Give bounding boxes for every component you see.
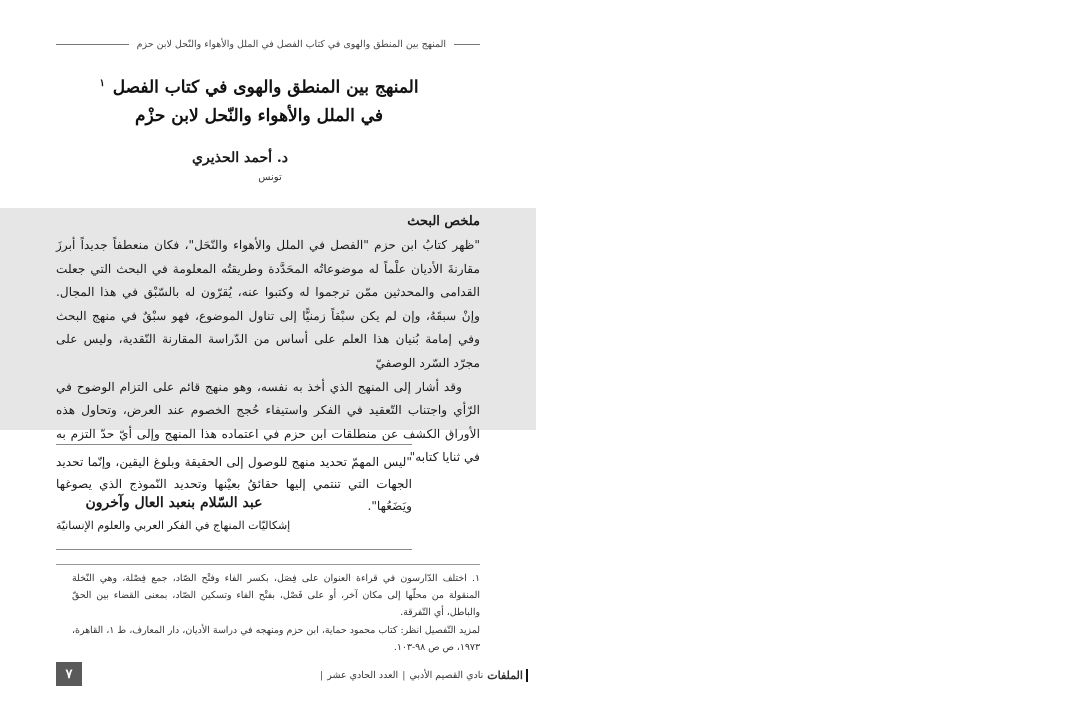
title-line-1-text: المنهج بين المنطق والهوى في كتاب الفصل xyxy=(112,77,419,98)
footnote-line-2: لمزيد التّفصيل انظر: كتاب محمود حماية، ابن حزم ومنهجه في دراسة الأديان، دار المعارف، ط ١، القاهرة، ١٩٧٣، ص ص ٩٨-١٠٣. xyxy=(72,624,480,653)
footnote xyxy=(72,570,480,656)
page-footer xyxy=(320,667,528,683)
epigraph-text: "ليس المهمّ تحديد منهج للوصول إلى الحقيقة وبلوغ اليقين، وإنّما تحديد الجهات التي تنتمي إليها حقائقُ بعيْنها وتحديد النّموذج الذي يصوغها ويَضَعُها". xyxy=(56,455,412,513)
article-title xyxy=(60,70,458,130)
title-footnote-marker[interactable]: ١ xyxy=(99,78,105,89)
footer-issue: العدد الحادي عشر xyxy=(327,669,399,681)
author-country: تونس xyxy=(258,172,282,183)
abstract-body xyxy=(56,234,480,470)
running-head xyxy=(56,36,480,52)
epigraph-source: إشكاليّات المنهاج في الفكر العربي والعلوم الإنسانيّة xyxy=(56,519,291,532)
title-line-1 xyxy=(60,70,458,102)
abstract-paragraph-1: "ظهر كتابُ ابن حزم "الفصل في الملل والأهواء والنّحَل"، فكان منعطفاً جديداً أبرزَ مقارنةَ الأديان علْماً له موضوعاتُه المحَدَّدة وطريقتُه المعلومة في البحث التي جعلت القدامى والمحدثين ممّن ترجموا له وكتبوا عنه، يُقرّون له بالسّبْق في هذا المجال. وإنْ سبقَهُ، وإن لم يكن سبْقاً زمنيًّا إلى تناول الموضوع، فهو سبْقٌ في منهج البحث وفي إمامة بُنيان هذا العلم على أساس من الدّراسة المقارنة النّقدية، وليس على مجرّد السّرد الوصفيّ xyxy=(56,238,480,370)
epigraph-attribution: عبد السّلام بنعبد العال وآخرون xyxy=(85,495,263,511)
footnote-rule xyxy=(56,564,480,565)
footer-club: نادي القصيم الأدبي xyxy=(409,669,484,681)
journal-brand: الملفات xyxy=(487,669,528,682)
abstract-box xyxy=(0,208,536,465)
running-head-text: المنهج بين المنطق والهوى في كتاب الفصل في الملل والأهواء والنّحل لابن حزم xyxy=(136,38,446,50)
footer-separator: | xyxy=(402,669,406,681)
title-line-2: في الملل والأهواء والنّحل لابن حزْم xyxy=(134,105,384,126)
abstract-paragraph-2: وقد أشار إلى المنهج الذي أخذ به نفسه، وهو منهج قائم على التزام الوضوح في الرّأي واجتناب التّعقيد في الفكر واستيفاء حُجج الخصوم عند العرض، وتحاول هذه الأوراق الكشف عن منطلقات ابن حزم في اعتماده هذا المنهج وإلى أيّ حدّ التزم به في ثنايا كتابه" xyxy=(56,379,480,465)
page-number: ٧ xyxy=(56,662,82,686)
author-name: د. أحمد الحذيري xyxy=(192,150,288,166)
footnote-line-1: ١. اختلف الدّارسون في قراءة العنوان على فِصَل، بكسر الفاء وفتْح الصّاد، جمع فِصْلة، وهي النّخلة المنقولة من محلّها إلى مكان آخر، أو على فَصْل، بفتْح الفاء وتسكين الصّاد، بمعنى القضاء بين الحقّ والباطل، أي التّفرقة. xyxy=(72,573,480,619)
footer-separator-end: | xyxy=(320,669,324,681)
header-rule-right xyxy=(454,44,480,45)
abstract-heading: ملخص البحث xyxy=(407,214,480,229)
epigraph-box xyxy=(56,444,412,550)
header-rule-left xyxy=(56,44,129,45)
